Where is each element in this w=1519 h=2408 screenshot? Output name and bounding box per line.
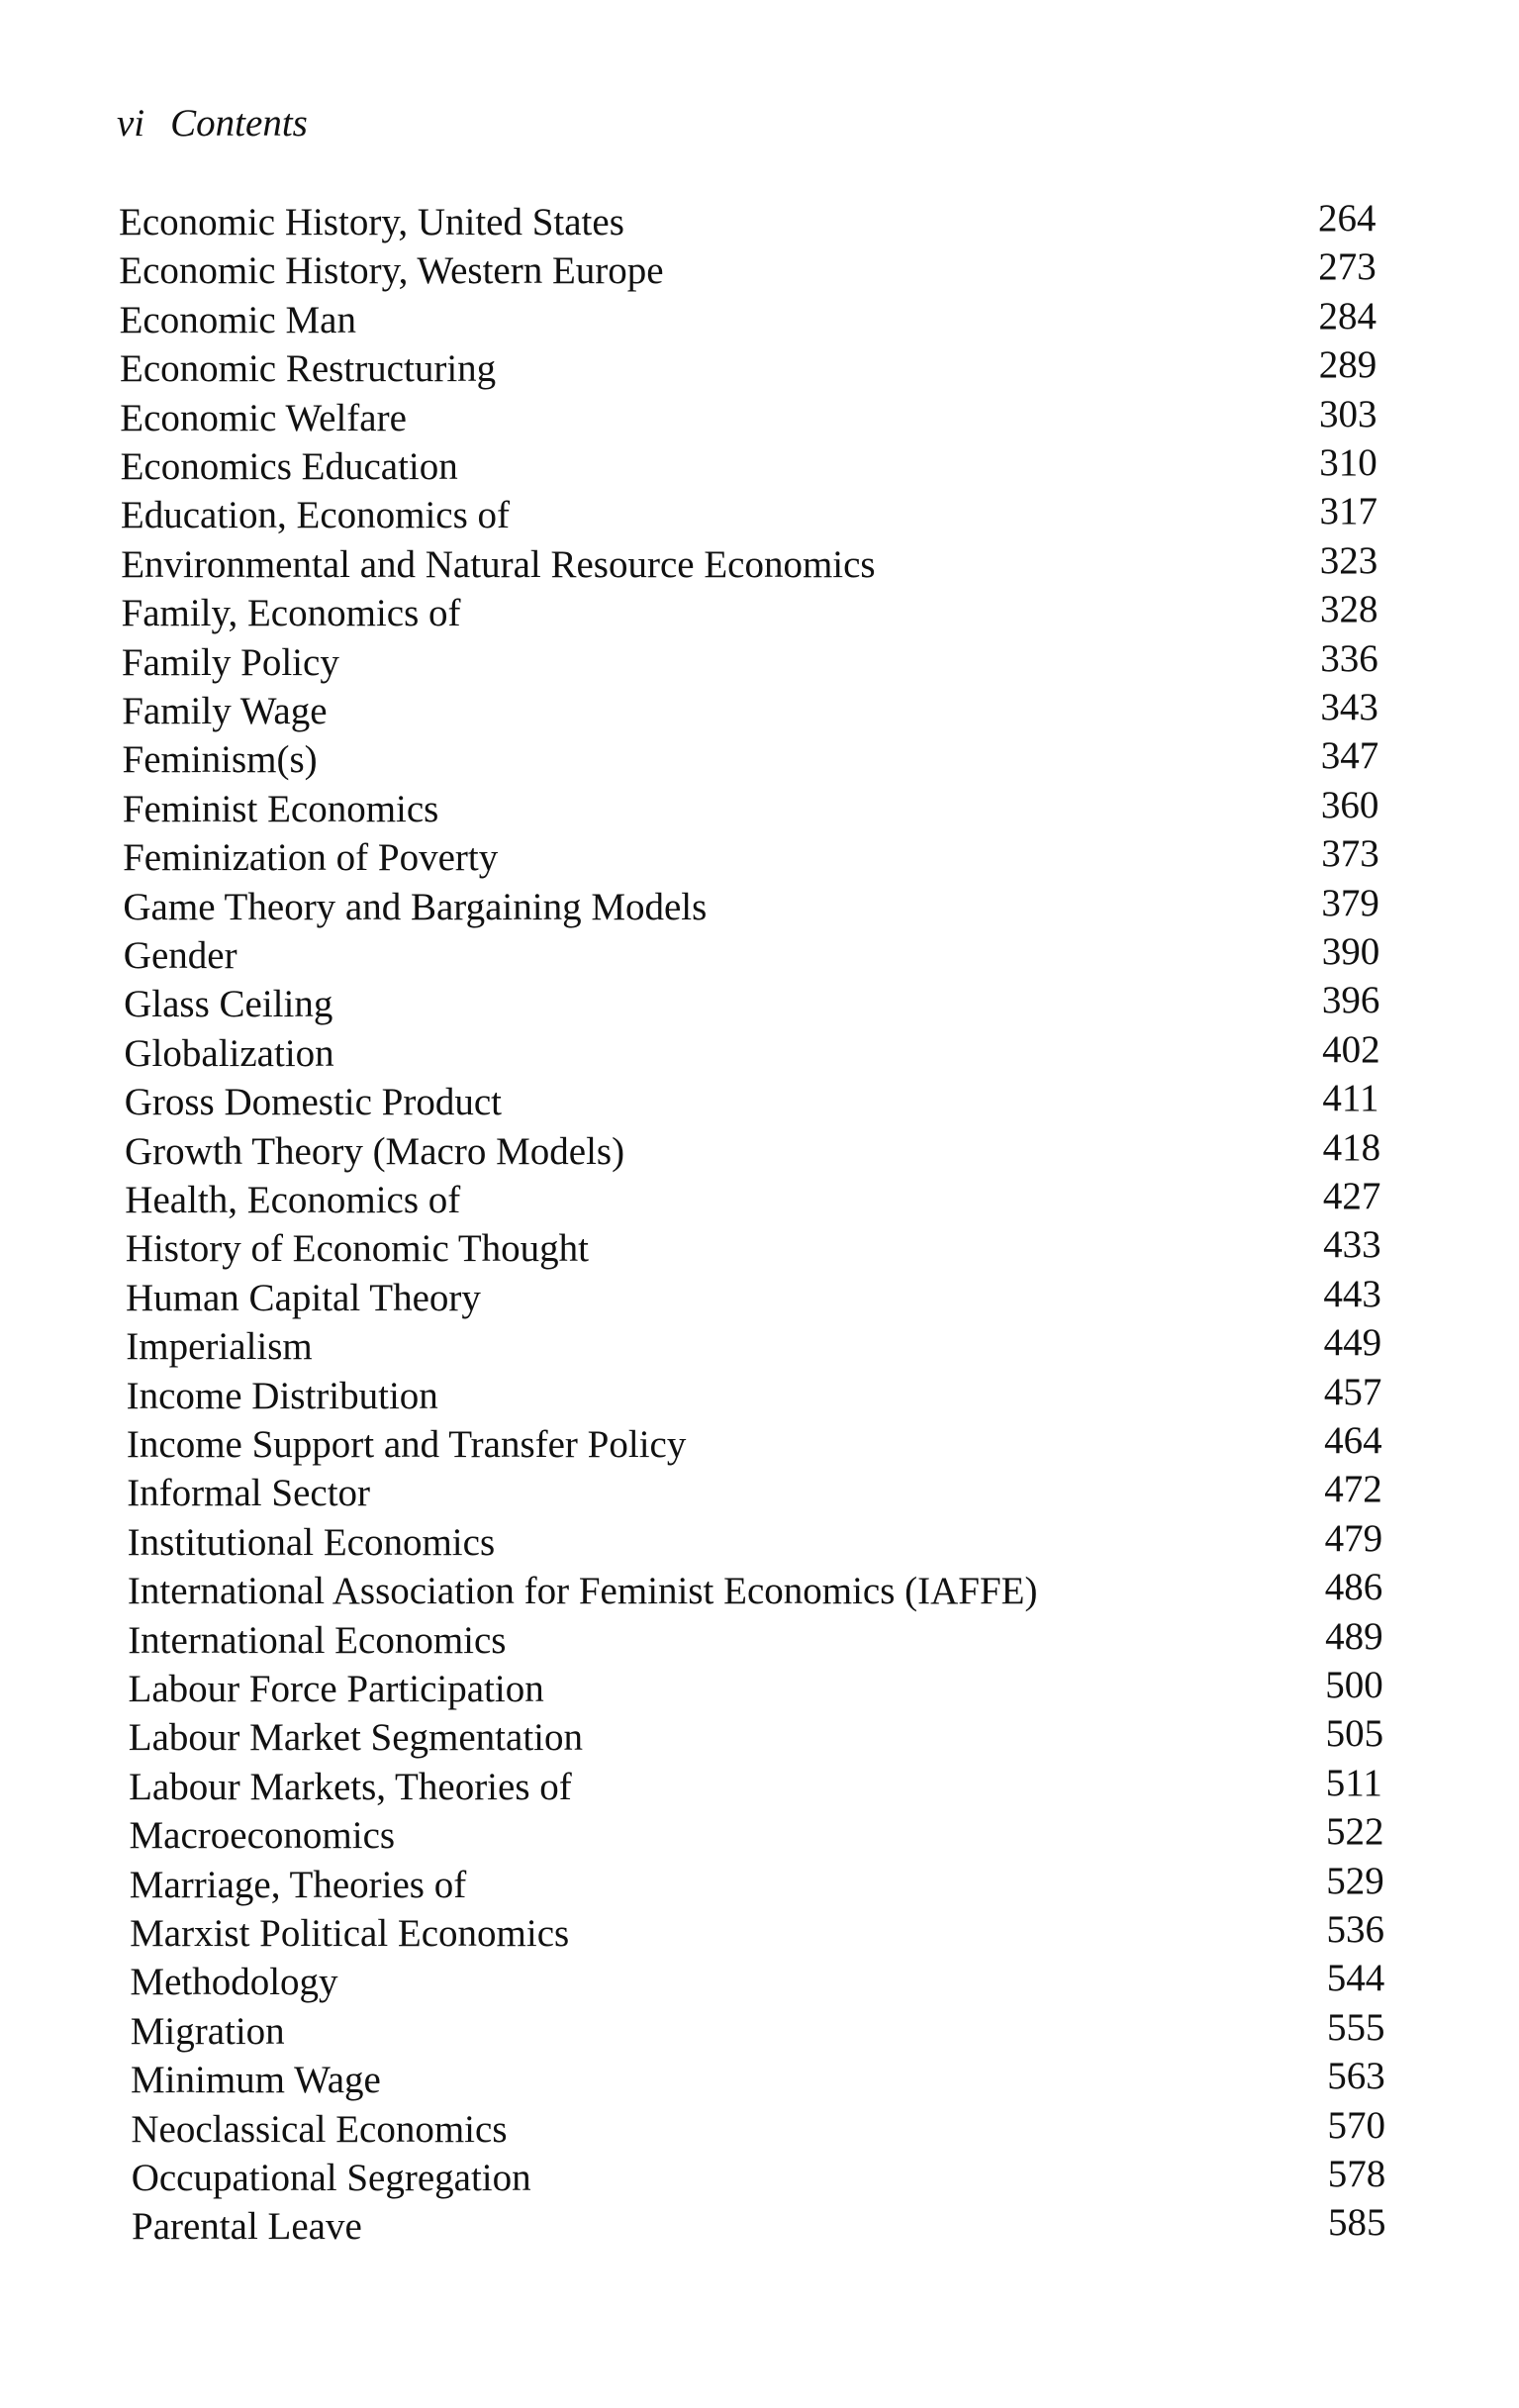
toc-entry-page-number: 464 xyxy=(1324,1419,1382,1462)
toc-entry-page-number: 418 xyxy=(1322,1125,1381,1169)
toc-entry-page-number: 323 xyxy=(1319,538,1378,582)
toc-entry xyxy=(0,1763,1519,1812)
toc-entry-page-number: 511 xyxy=(1325,1761,1382,1804)
toc-entry-page-number: 522 xyxy=(1326,1810,1384,1854)
toc-entry-page-number: 396 xyxy=(1321,979,1380,1022)
toc-entry xyxy=(0,883,1519,932)
toc-entry-page-number: 585 xyxy=(1328,2201,1386,2245)
toc-entry xyxy=(0,1616,1519,1666)
toc-entry-title: Glass Ceiling xyxy=(124,983,333,1026)
toc-entry-title: Family Wage xyxy=(122,690,328,732)
toc-entry-page-number: 373 xyxy=(1321,832,1379,876)
toc-entry xyxy=(0,735,1519,785)
toc-entry-title: Health, Economics of xyxy=(125,1179,461,1221)
toc-entry xyxy=(0,1224,1519,1274)
toc-entry-page-number: 379 xyxy=(1321,881,1379,924)
toc-entry xyxy=(0,833,1519,883)
toc-entry xyxy=(0,2202,1519,2252)
toc-entry-page-number: 489 xyxy=(1325,1614,1383,1658)
toc-entry-page-number: 310 xyxy=(1319,441,1377,484)
toc-entry xyxy=(0,687,1519,736)
toc-entry-title: Growth Theory (Macro Models) xyxy=(125,1129,625,1173)
toc-entry-page-number: 486 xyxy=(1324,1566,1383,1609)
toc-entry xyxy=(0,2105,1519,2155)
toc-entry-title: Economic Welfare xyxy=(120,396,407,439)
toc-entry-title: Globalization xyxy=(124,1031,334,1075)
toc-entry xyxy=(0,1420,1519,1470)
toc-entry-page-number: 264 xyxy=(1318,197,1377,240)
toc-entry-page-number: 347 xyxy=(1320,734,1379,778)
toc-entry-page-number: 449 xyxy=(1323,1321,1382,1365)
toc-entry xyxy=(0,785,1519,834)
toc-entry-page-number: 529 xyxy=(1326,1859,1384,1902)
toc-entry xyxy=(0,1078,1519,1127)
toc-entry-page-number: 457 xyxy=(1323,1370,1382,1413)
toc-entry-page-number: 433 xyxy=(1323,1223,1381,1267)
toc-entry xyxy=(0,1811,1519,1861)
toc-entry-page-number: 427 xyxy=(1322,1175,1381,1217)
toc-entry xyxy=(0,638,1519,688)
toc-entry-page-number: 443 xyxy=(1323,1272,1381,1315)
toc-entry xyxy=(0,1469,1519,1518)
toc-entry-title: Parental Leave xyxy=(132,2205,362,2249)
toc-entry-title: Migration xyxy=(130,2009,285,2053)
toc-entry-page-number: 479 xyxy=(1324,1516,1383,1560)
toc-entry-title: Marxist Political Economics xyxy=(130,1912,570,1955)
toc-entry xyxy=(0,442,1519,492)
toc-entry-title: Gross Domestic Product xyxy=(124,1081,502,1124)
toc-entry xyxy=(0,296,1519,345)
toc-entry-page-number: 390 xyxy=(1321,930,1380,973)
toc-entry-page-number: 563 xyxy=(1327,2055,1385,2098)
toc-entry-title: Marriage, Theories of xyxy=(129,1863,467,1906)
toc-entry xyxy=(0,931,1519,981)
toc-entry-title: Gender xyxy=(123,934,237,977)
toc-entry-page-number: 289 xyxy=(1318,343,1377,387)
toc-entry-page-number: 500 xyxy=(1325,1664,1383,1706)
toc-entry xyxy=(0,1958,1519,2007)
toc-entry-page-number: 555 xyxy=(1327,2005,1385,2049)
toc-entry-title: Institutional Economics xyxy=(127,1520,496,1564)
toc-entry xyxy=(0,2154,1519,2203)
toc-entry-title: Labour Force Participation xyxy=(128,1668,544,1710)
toc-entry-title: Human Capital Theory xyxy=(126,1276,481,1319)
toc-entry-page-number: 411 xyxy=(1322,1077,1379,1120)
toc-entry-page-number: 336 xyxy=(1320,636,1378,680)
toc-entry-page-number: 472 xyxy=(1324,1468,1382,1511)
toc-entry xyxy=(0,198,1519,247)
toc-entry-title: Feminism(s) xyxy=(122,738,318,782)
toc-entry-page-number: 343 xyxy=(1320,686,1378,728)
toc-entry xyxy=(0,589,1519,638)
toc-entry xyxy=(0,1909,1519,1959)
toc-entry-title: Family Policy xyxy=(121,640,339,684)
toc-entry-title: Macroeconomics xyxy=(129,1814,396,1858)
toc-entry-title: Minimum Wage xyxy=(131,2059,381,2102)
toc-entry-title: Feminist Economics xyxy=(122,787,439,830)
toc-entry xyxy=(0,980,1519,1029)
toc-entry-title: Game Theory and Bargaining Models xyxy=(123,885,708,928)
toc-entry-page-number: 570 xyxy=(1327,2103,1385,2147)
toc-entry xyxy=(0,394,1519,443)
toc-entry-page-number: 402 xyxy=(1322,1027,1380,1071)
toc-entry-page-number: 505 xyxy=(1325,1712,1384,1756)
toc-entry xyxy=(0,246,1519,296)
toc-entry-title: Income Distribution xyxy=(126,1374,438,1417)
toc-entry-title: Labour Markets, Theories of xyxy=(129,1765,572,1808)
toc-entry xyxy=(0,2007,1519,2057)
toc-entry-title: Occupational Segregation xyxy=(131,2157,531,2199)
toc-entry-page-number: 303 xyxy=(1319,392,1377,435)
page-folio: vi xyxy=(117,102,145,144)
toc-entry-title: International Economics xyxy=(128,1618,507,1662)
toc-entry xyxy=(0,2056,1519,2105)
toc-entry xyxy=(0,1127,1519,1177)
toc-entry-title: Family, Economics of xyxy=(121,592,461,635)
toc-entry xyxy=(0,344,1519,394)
toc-entry xyxy=(0,491,1519,540)
toc-entry-page-number: 544 xyxy=(1326,1957,1385,2000)
toc-entry-page-number: 536 xyxy=(1326,1908,1384,1951)
toc-entry-title: Economic Restructuring xyxy=(120,347,497,391)
toc-entry-title: Informal Sector xyxy=(127,1472,371,1515)
toc-entry-title: Methodology xyxy=(130,1961,338,2004)
toc-entry-title: History of Economic Thought xyxy=(125,1227,589,1271)
toc-entry xyxy=(0,1029,1519,1079)
toc-entry-page-number: 578 xyxy=(1327,2153,1386,2195)
toc-entry xyxy=(0,1567,1519,1616)
toc-entry-title: Neoclassical Economics xyxy=(131,2107,508,2151)
toc-entry-title: Economic History, United States xyxy=(119,201,624,243)
toc-entry xyxy=(0,1274,1519,1323)
toc-entry-title: Feminization of Poverty xyxy=(123,836,499,880)
toc-entry xyxy=(0,1518,1519,1568)
toc-entry xyxy=(0,1372,1519,1421)
toc-entry xyxy=(0,1861,1519,1910)
toc-entry-page-number: 273 xyxy=(1318,245,1377,289)
toc-entry xyxy=(0,1322,1519,1372)
toc-entry-title: Labour Market Segmentation xyxy=(128,1716,583,1760)
running-head-title: Contents xyxy=(170,102,308,144)
toc-entry-title: Income Support and Transfer Policy xyxy=(126,1423,687,1466)
toc-entry-page-number: 317 xyxy=(1319,490,1377,533)
toc-entry-title: Education, Economics of xyxy=(120,494,511,537)
toc-entry-title: Economic History, Western Europe xyxy=(119,249,664,293)
toc-entry-page-number: 328 xyxy=(1320,588,1378,631)
toc-entry-title: Environmental and Natural Resource Economics xyxy=(121,542,876,586)
toc-entry xyxy=(0,1176,1519,1225)
toc-entry xyxy=(0,540,1519,590)
toc-entry-title: Economic Man xyxy=(119,298,356,341)
toc-entry-page-number: 360 xyxy=(1320,783,1379,826)
toc-entry-title: Economics Education xyxy=(120,445,458,488)
toc-entry-title: Imperialism xyxy=(126,1325,313,1369)
toc-entry xyxy=(0,1713,1519,1763)
toc-entry-page-number: 284 xyxy=(1318,294,1377,337)
toc-entry xyxy=(0,1665,1519,1714)
toc-entry-title: International Association for Feminist Economics (IAFFE) xyxy=(127,1570,1038,1613)
